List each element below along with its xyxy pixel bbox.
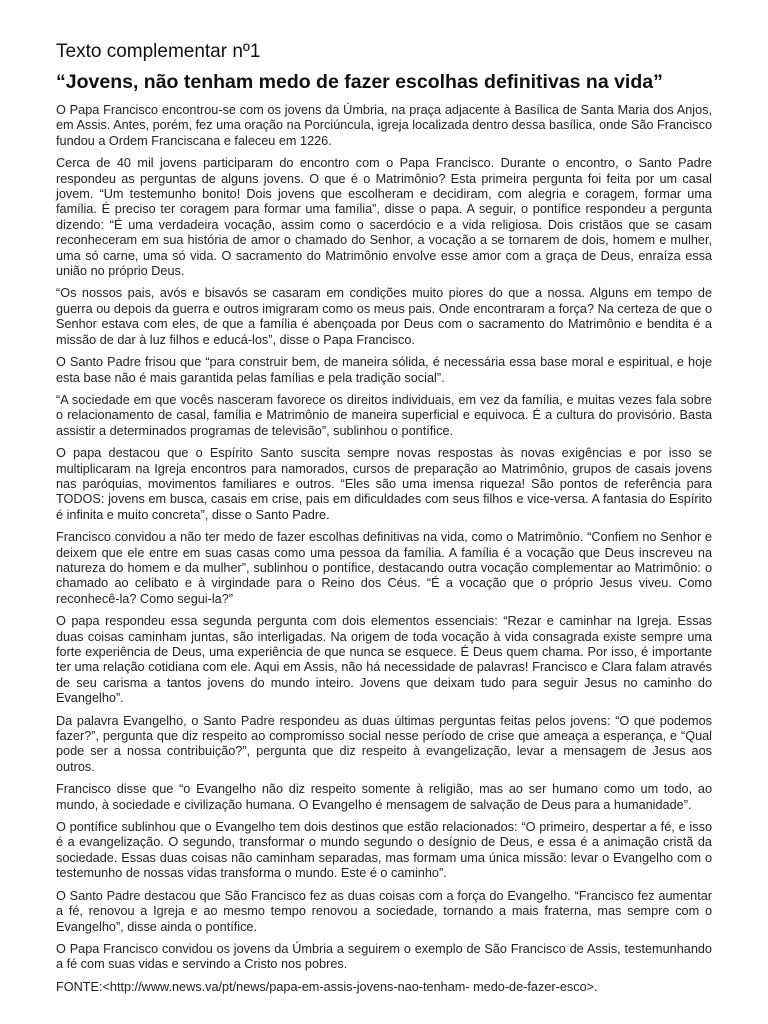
paragraph: O Papa Francisco encontrou-se com os jovens da Úmbria, na praça adjacente à Basílica de Santa Maria dos Anjos, em Assis. Antes, porém, fez uma oração na Porciúncula, igreja localizada dentro dessa basílica, onde São Francisco fundou a Ordem Franciscana e faleceu em 1226. [56,103,712,148]
paragraph: O Santo Padre destacou que São Francisco fez as duas coisas com a força do Evangelho. “Francisco fez aumentar a fé, renovou a Igreja e ao mesmo tempo renovou a sociedade, tornando a mais fraterna, mas sempre com o Evangelho”, disse ainda o pontífice. [56,888,712,934]
paragraph: O Santo Padre frisou que “para construir bem, de maneira sólida, é necessária essa base moral e espiritual, e hoje esta base não é mais garantida pelas famílias e pela tradição social”. [56,355,712,385]
paragraph: Francisco convidou a não ter medo de fazer escolhas definitivas na vida, como o Matrimônio. “Confiem no Senhor e deixem que ele entre em suas casas como uma pessoa da família. A família é a vocação que Deus inscreveu na natureza do homem e da mulher”, sublinhou o pontífice, destacando outra vocação complementar ao Matrimônio: o chamado ao celibato e à virgindade para o Reino dos Céus. “É a vocação que o próprio Jesus viveu. Como reconhecê-la? Como segui-la?” [56,530,712,606]
paragraph: O Papa Francisco convidou os jovens da Úmbria a seguirem o exemplo de São Francisco de Assis, testemunhando a fé com suas vidas e servindo a Cristo nos pobres. [56,941,712,972]
paragraph: O pontífice sublinhou que o Evangelho tem dois destinos que estão relacionados: “O primeiro, despertar a fé, e isso é a evangelização. O segundo, transformar o mundo segundo o desígnio de Deus, e essa é a animação cristã da sociedade. Essas duas coisas não caminham separadas, mas formam uma única missão: levar o Evangelho com o testemunho de nossas vidas transforma o mundo. Este é o caminho”. [56,820,712,881]
paragraph: “A sociedade em que vocês nasceram favorece os direitos individuais, em vez da família, e muitas vezes fala sobre o relacionamento de casal, família e Matrimônio de maneira superficial e equivoca. É a cultura do provisório. Basta assistir a determinados programas de televisão”, sublinhou o pontífice. [56,392,712,438]
paragraph: O papa respondeu essa segunda pergunta com dois elementos essenciais: “Rezar e caminhar na Igreja. Essas duas coisas caminham juntas, são interligadas. Na origem de toda vocação à vida consagrada existe sempre uma forte experiência de Deus, uma experiência de que nunca se esquece. É Deus quem chama. Por isso, é importante ter uma relação cotidiana com ele. Aqui em Assis, não há necessidade de palavras! Francisco e Clara falam através de seu carisma a tantos jovens do mundo inteiro. Jovens que deixam tudo para seguir Jesus no caminho do Evangelho”. [56,614,712,706]
paragraph: “Os nossos pais, avós e bisavós se casaram em condições muito piores do que a nossa. Alguns em tempo de guerra ou depois da guerra e outros imigraram como os meus pais. Onde encontraram a força? Na certeza de que o Senhor estava com eles, de que a família é abençoada por Deus com o sacramento do Matrimônio e bendita é a missão de dar à luz filhos e educá-los”, disse o Papa Francisco. [56,286,712,347]
document-body [56,103,712,995]
document-title: “Jovens, não tenham medo de fazer escolhas definitivas na vida” [56,71,663,93]
source-citation: FONTE:<http://www.news.va/pt/news/papa-em-assis-jovens-nao-tenham- medo-de-fazer-esco>. [56,979,598,994]
paragraph: Francisco disse que “o Evangelho não diz respeito somente à religião, mas ao ser humano como um todo, ao mundo, à sociedade e civilização humana. O Evangelho é mensagem de salvação de Deus para a humanidade”. [56,782,712,812]
paragraph: O papa destacou que o Espírito Santo suscita sempre novas respostas às novas exigências e por isso se multiplicaram na Igreja encontros para namorados, cursos de preparação ao Matrimônio, grupos de casais jovens nas paróquias, movimentos familiares e outros. “Eles são uma imensa riqueza! São pontos de referência para TODOS: jovens em busca, casais em crise, pais em dificuldades com seus filhos e vice-versa. A fantasia do Espírito é infinita e muito concreta”, disse o Santo Padre. [56,446,712,522]
paragraph: Cerca de 40 mil jovens participaram do encontro com o Papa Francisco. Durante o encontro, o Santo Padre respondeu as perguntas de alguns jovens. O que é o Matrimônio? Esta primeira pergunta foi feita por um casal jovem. “Um testemunho bonito! Dois jovens que escolheram e decidiram, com alegria e coragem, formar uma família. É preciso ter coragem para formar uma família”, disse o papa. A seguir, o pontífice respondeu a pergunta dizendo: “É uma verdadeira vocação, assim como o sacerdócio e a vida religiosa. Dois cristãos que se casam reconheceram em sua história de amor o chamado do Senhor, a vocação a se tornarem de dois, homem e mulher, uma só carne, uma só vida. O sacramento do Matrimônio envolve esse amor com a graça de Deus, enraíza essa união no próprio Deus. [56,156,712,279]
document-label: Texto complementar nº1 [56,41,261,62]
paragraph: Da palavra Evangelho, o Santo Padre respondeu as duas últimas perguntas feitas pelos jovens: “O que podemos fazer?”, pergunta que diz respeito ao compromisso social nesse período de crise que ameaça a esperança, e “Qual pode ser a nossa contribuição?”, pergunta que diz respeito à evangelização, levar a mensagem de Jesus aos outros. [56,713,712,774]
